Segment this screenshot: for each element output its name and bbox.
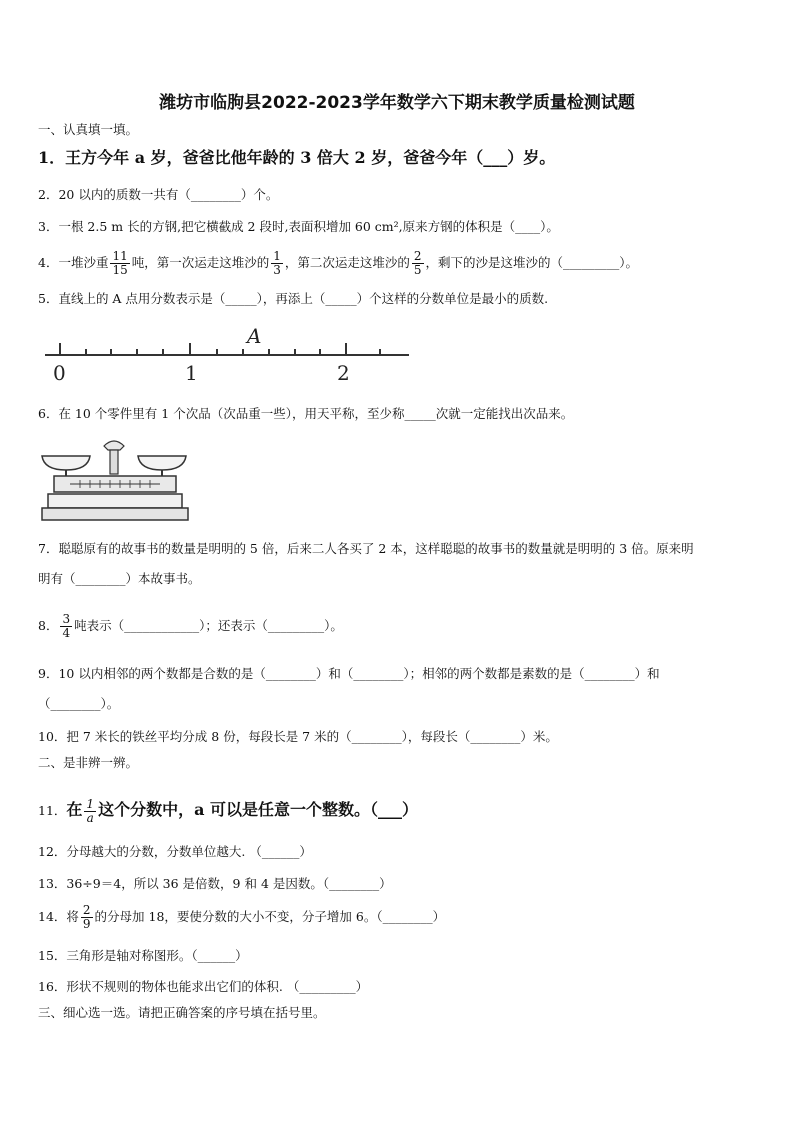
tick-label-1: 1 [185, 361, 198, 384]
question-10: 10．把 7 米长的铁丝平均分成 8 份，每段长是 7 米的（________），每段长（________）米。 [38, 729, 558, 744]
question-4 [38, 248, 638, 278]
q11-number: 11． [38, 803, 67, 818]
question-12: 12．分母越大的分数，分数单位越大. （______） [38, 844, 312, 859]
section-heading-2: 二、是非辨一辨。 [38, 755, 139, 770]
q4-text-4: ，剩下的沙是这堆沙的（_________）。 [425, 255, 639, 270]
question-9-line-1: 9．10 以内相邻的两个数都是合数的是（________）和（________）；相邻的两个数都是素数的是（________）和 [38, 666, 660, 681]
q4-text-3: ，第二次运走这堆沙的 [284, 255, 410, 270]
q4-text-2: 吨，第一次运走这堆沙的 [131, 255, 270, 270]
q11-text-1: 在 [66, 800, 83, 819]
fraction-2-9: $\frac{2}{9}$ [82, 903, 91, 931]
q8-number: 8． [38, 618, 59, 633]
question-1: 1．王方今年 a 岁，爸爸比他年龄的 3 倍大 2 岁，爸爸今年（___）岁。 [38, 148, 556, 167]
question-16: 16．形状不规则的物体也能求出它们的体积. （_________） [38, 979, 369, 994]
question-7-line-1: 7．聪聪原有的故事书的数量是明明的 5 倍，后来二人各买了 2 本，这样聪聪的故事书的数量就是明明的 3 倍。原来明 [38, 541, 694, 556]
question-5: 5．直线上的 A 点用分数表示是（_____），再添上（_____）个这样的分数单位是最小的质数. [38, 291, 549, 306]
question-7-line-2: 明有（________）本故事书。 [38, 571, 201, 586]
section-heading-1: 一、认真填一填。 [38, 122, 139, 137]
question-6: 6．在 10 个零件里有 1 个次品（次品重一些），用天平称，至少称_____次就一定能找出次品来。 [38, 406, 574, 421]
point-a-label: A [247, 324, 262, 348]
fraction-2-5: $\frac{2}{5}$ [413, 249, 422, 277]
page-title: 潍坊市临朐县2022-2023学年数学六下期末教学质量检测试题 [159, 93, 635, 113]
fraction-1-3: $\frac{1}{3}$ [273, 249, 281, 277]
question-9-line-2: （________）。 [38, 696, 120, 711]
q11-text-2: 这个分数中，a 可以是任意一个整数。（___） [98, 800, 419, 819]
tick-label-2: 2 [337, 361, 350, 384]
fraction-11-15: $\frac{11}{15}$ [112, 249, 128, 277]
q14-text-1: 14．将 [38, 909, 79, 924]
question-8 [38, 606, 343, 646]
question-2: 2．20 以内的质数一共有（________）个。 [38, 187, 279, 202]
question-13: 13．36÷9＝4，所以 36 是倍数，9 和 4 是因数。（________） [38, 876, 392, 891]
balance-scale-image [40, 436, 192, 524]
tick-label-0: 0 [53, 361, 66, 384]
fraction-1-a: $\frac{1}{a}$ [86, 797, 95, 825]
q4-text-1: 4．一堆沙重 [38, 255, 109, 270]
question-11 [38, 790, 418, 831]
question-3: 3．一根 2.5 m 长的方钢,把它横截成 2 段时,表面积增加 60 cm²,原来方钢的体积是（____）。 [38, 219, 559, 234]
fraction-3-4: $\frac{3}{4}$ [62, 612, 71, 640]
q14-text-2: 的分母加 18，要使分数的大小不变，分子增加 6。（________） [94, 909, 446, 924]
q8-text: 吨表示（____________）；还表示（_________）。 [74, 618, 343, 633]
question-15: 15．三角形是轴对称图形。（______） [38, 948, 248, 963]
question-14 [38, 899, 445, 935]
number-line [40, 322, 415, 384]
section-heading-3: 三、细心选一选。请把正确答案的序号填在括号里。 [38, 1005, 326, 1020]
